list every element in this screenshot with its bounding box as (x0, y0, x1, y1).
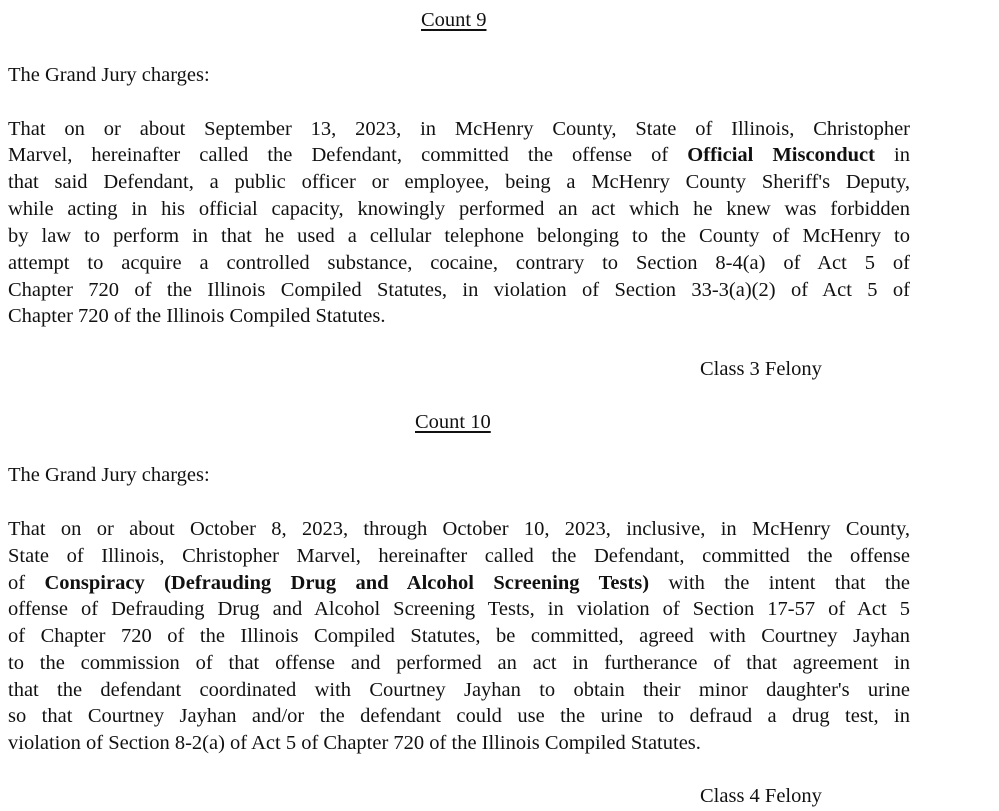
count-9-line-8: Chapter 720 of the Illinois Compiled Statutes. (8, 305, 386, 327)
count-9-line-4: while acting in his official capacity, knowingly performed an act which he knew was forbidden (8, 198, 910, 220)
count-9-line-2-pre: Marvel, hereinafter called the Defendant, committed the offense of (8, 144, 688, 166)
count-10-line-2: State of Illinois, Christopher Marvel, hereinafter called the Defendant, committed the offense (8, 545, 910, 567)
count-10-line-5: of Chapter 720 of the Illinois Compiled Statutes, be committed, agreed with Courtney Jayhan (8, 625, 910, 647)
count-9-line-1: That on or about September 13, 2023, in McHenry County, State of Illinois, Christopher (8, 118, 910, 140)
count-10-line-9: violation of Section 8-2(a) of Act 5 of Chapter 720 of the Illinois Compiled Statutes. (8, 732, 701, 754)
count-9-heading: Count 9 (421, 9, 487, 31)
count-9-line-3: that said Defendant, a public officer or employee, being a McHenry County Sheriff's Deputy, (8, 171, 910, 193)
count-10-line-4: offense of Defrauding Drug and Alcohol Screening Tests, in violation of Section 17-57 of Act 5 (8, 598, 910, 620)
count-9-line-6: attempt to acquire a controlled substance, cocaine, contrary to Section 8-4(a) of Act 5 of (8, 252, 910, 274)
count-9-line-2 (8, 145, 910, 166)
count-10-line-1: That on or about October 8, 2023, through October 10, 2023, inclusive, in McHenry County, (8, 518, 910, 540)
count-9-line-5: by law to perform in that he used a cellular telephone belonging to the County of McHenry to (8, 225, 910, 247)
count-9-intro: The Grand Jury charges: (8, 64, 210, 86)
count-10-line-3 (8, 573, 910, 594)
offense-official-misconduct: Official Misconduct (687, 144, 875, 166)
count-9-line-2-post: in (874, 144, 911, 166)
count-9-line-7: Chapter 720 of the Illinois Compiled Statutes, in violation of Section 33-3(a)(2) of Act 5 of (8, 279, 910, 301)
count-10-line-3-pre: of (8, 572, 45, 594)
count-10-intro: The Grand Jury charges: (8, 464, 210, 486)
count-10-heading: Count 10 (415, 411, 491, 433)
count-10-line-6: to the commission of that offense and performed an act in furtherance of that agreement in (8, 652, 910, 674)
count-10-line-7: that the defendant coordinated with Courtney Jayhan to obtain their minor daughter's urine (8, 679, 910, 701)
count-10-classification: Class 4 Felony (700, 785, 822, 807)
count-10-line-8: so that Courtney Jayhan and/or the defendant could use the urine to defraud a drug test, in (8, 705, 910, 727)
count-10-line-3-post: with the intent that the (649, 572, 910, 594)
count-9-classification: Class 3 Felony (700, 358, 822, 380)
offense-conspiracy: Conspiracy (Defrauding Drug and Alcohol Screening Tests) (44, 572, 650, 594)
